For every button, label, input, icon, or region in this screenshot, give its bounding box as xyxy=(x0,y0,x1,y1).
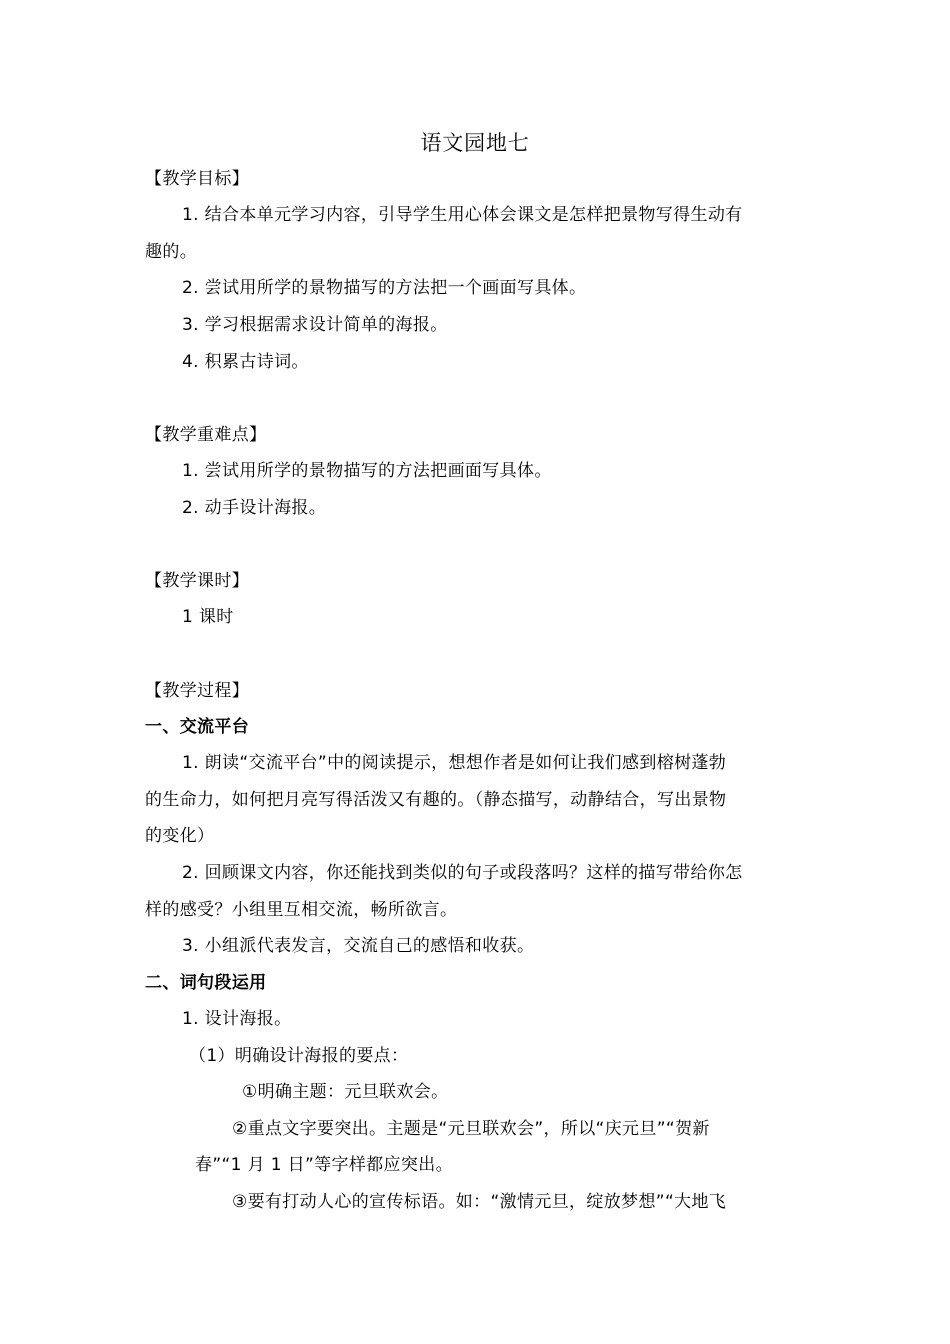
process-part1-line: 1. 朗读“交流平台”中的阅读提示，想想作者是如何让我们感到榕树蓬勃 xyxy=(182,753,727,773)
goal-item-1: 1. 结合本单元学习内容，引导学生用心体会课文是怎样把景物写得生动有 xyxy=(182,205,743,225)
process-part2-line: ②重点文字要突出。主题是“元旦联欢会”，所以“庆元旦”“贺新 xyxy=(232,1119,710,1139)
section-heading-hours: 【教学课时】 xyxy=(145,571,250,591)
section-heading-key-points: 【教学重难点】 xyxy=(145,425,267,445)
key-point-item-1: 1. 尝试用所学的景物描写的方法把画面写具体。 xyxy=(182,461,552,481)
goal-item-3: 3. 学习根据需求设计简单的海报。 xyxy=(182,315,448,335)
process-part1-line: 3. 小组派代表发言，交流自己的感悟和收获。 xyxy=(182,936,535,956)
goal-item-4: 4. 积累古诗词。 xyxy=(182,352,309,372)
process-part1-line: 样的感受？小组里互相交流，畅所欲言。 xyxy=(145,900,458,920)
process-part2-line: ①明确主题：元旦联欢会。 xyxy=(242,1082,449,1102)
key-point-item-2: 2. 动手设计海报。 xyxy=(182,498,327,518)
process-part2-heading: 二、词句段运用 xyxy=(145,973,267,993)
document-title: 语文园地七 xyxy=(420,131,530,155)
process-part2-line: 春”“1 月 1 日”等字样都应突出。 xyxy=(195,1155,453,1175)
section-heading-goals: 【教学目标】 xyxy=(145,169,250,189)
hours-value: 1 课时 xyxy=(182,607,234,627)
section-heading-process: 【教学过程】 xyxy=(145,681,250,701)
process-part2-line: 1. 设计海报。 xyxy=(182,1009,292,1029)
goal-item-2: 2. 尝试用所学的景物描写的方法把一个画面写具体。 xyxy=(182,278,587,298)
goal-item-1-continued: 趣的。 xyxy=(145,242,198,262)
process-part1-line: 的生命力，如何把月亮写得活泼又有趣的。（静态描写，动静结合，写出景物 xyxy=(145,790,727,810)
process-part2-line: （1）明确设计海报的要点： xyxy=(189,1046,409,1066)
process-part2-line: ③要有打动人心的宣传标语。如：“激情元旦，绽放梦想”“大地飞 xyxy=(232,1192,727,1212)
process-part1-line: 的变化） xyxy=(145,826,215,846)
process-part1-heading: 一、交流平台 xyxy=(145,717,250,737)
process-part1-line: 2. 回顾课文内容，你还能找到类似的句子或段落吗？这样的描写带给你怎 xyxy=(182,863,743,883)
